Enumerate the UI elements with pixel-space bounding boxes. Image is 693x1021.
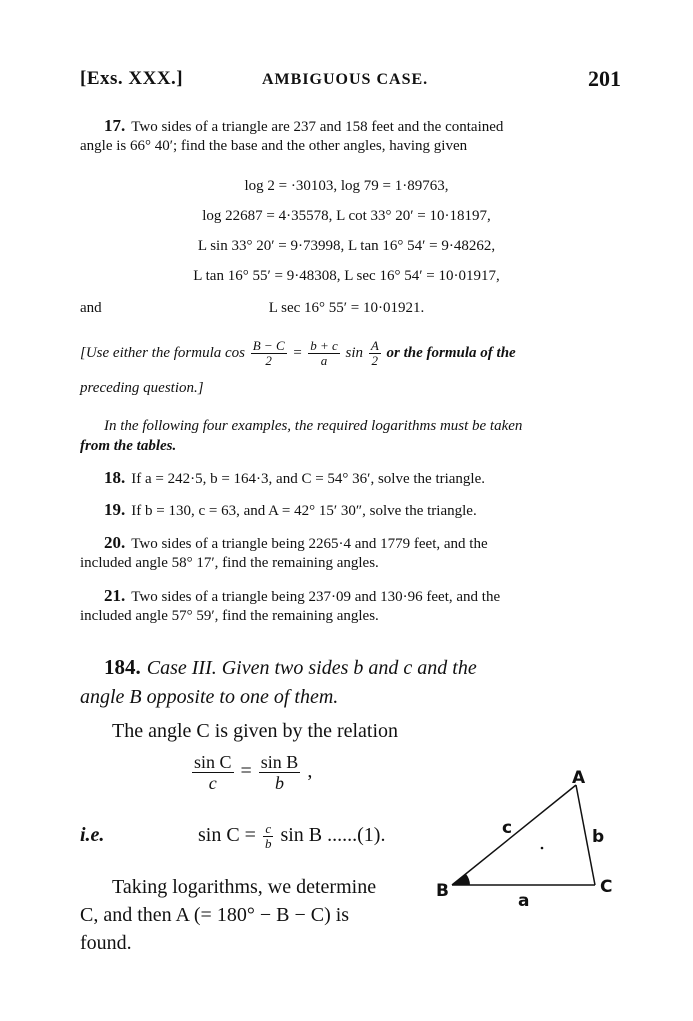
exercise-19: 19. If b = 130, c = 63, and A = 42° 15′ 30″, solve the triangle. xyxy=(104,500,477,519)
triangle-diagram xyxy=(430,770,640,910)
hint-formula-line: [Use either the formula cos $\frac{B - C}{2}$ = $\frac{b + c}{a}$ sin $\frac{A}{2}$ or the formula of the xyxy=(80,338,516,369)
running-head-exercise: [Exs. XXX.] xyxy=(80,68,184,89)
given-log-eq1: log 2 = ·30103, log 79 = 1·89763, xyxy=(244,178,449,194)
section-intro: The angle C is given by the relation xyxy=(112,720,399,742)
note-line1: In the following four examples, the required logarithms must be taken xyxy=(104,418,523,434)
label-b: b xyxy=(592,827,605,847)
label-c: c xyxy=(502,818,513,838)
exercise-21-line1: 21. Two sides of a triangle being 237·09 and 130·96 feet, and the xyxy=(104,586,501,605)
exercise-18: 18. If a = 242·5, b = 164·3, and C = 54° 36′, solve the triangle. xyxy=(104,468,486,487)
note-line2: from the tables. xyxy=(80,438,177,454)
relation-equation: $\frac{\text{sin C}}{c}$ = $\frac{\text{sin B}}{b}$ , xyxy=(194,752,313,793)
exercise-17-line1: 17. Two sides of a triangle are 237 and 158 feet and the contained xyxy=(104,116,504,135)
and-word: and xyxy=(80,300,102,316)
exercise-21-line2: included angle 57° 59′, find the remaining angles. xyxy=(80,608,379,624)
label-C: C xyxy=(600,877,613,897)
equation-1: sin C = $\frac{c}{b}$ sin B ......(1). xyxy=(198,820,386,851)
exercise-17-line2: angle is 66° 40′; find the base and the other angles, having given xyxy=(80,138,468,154)
exercise-20-line1: 20. Two sides of a triangle being 2265·4 and 1779 feet, and the xyxy=(104,533,488,552)
ie-label: i.e. xyxy=(80,824,105,846)
label-A: A xyxy=(572,770,586,788)
fraction: $\frac{A}{2}$ xyxy=(370,338,379,369)
angle-b-mark xyxy=(452,874,470,885)
exercise-number: 17. xyxy=(104,116,126,135)
side-c-line xyxy=(452,785,576,885)
label-B: B xyxy=(436,881,449,901)
label-a: a xyxy=(518,891,530,910)
fraction: $\frac{B - C}{2}$ xyxy=(252,338,285,369)
running-head-title: AMBIGUOUS CASE. xyxy=(262,71,429,88)
exercise-20-line2: included angle 58° 17′, find the remaining angles. xyxy=(80,555,379,571)
center-dot xyxy=(541,847,544,850)
given-log-eq5: L sec 16° 55′ = 10·01921. xyxy=(268,300,425,316)
para-line3: found. xyxy=(80,932,132,954)
fraction: $\frac{b + c}{a}$ xyxy=(310,338,338,369)
given-log-eq3: L sin 33° 20′ = 9·73998, L tan 16° 54′ = 9·48262, xyxy=(197,238,496,254)
given-log-eq4: L tan 16° 55′ = 9·48308, L sec 16° 54′ = 10·01917, xyxy=(193,268,500,284)
section-184-heading-line2: angle B opposite to one of them. xyxy=(80,686,339,708)
section-184-heading: 184. Case III. Given two sides b and c and the xyxy=(104,655,477,679)
given-log-eq2: log 22687 = 4·35578, L cot 33° 20′ = 10·18197, xyxy=(202,208,491,224)
para-line2: C, and then A (= 180° − B − C) is xyxy=(80,904,350,926)
page-number: 201 xyxy=(588,66,621,91)
para-line1: Taking logarithms, we determine xyxy=(112,876,377,898)
hint-line2: preceding question.] xyxy=(80,380,204,396)
